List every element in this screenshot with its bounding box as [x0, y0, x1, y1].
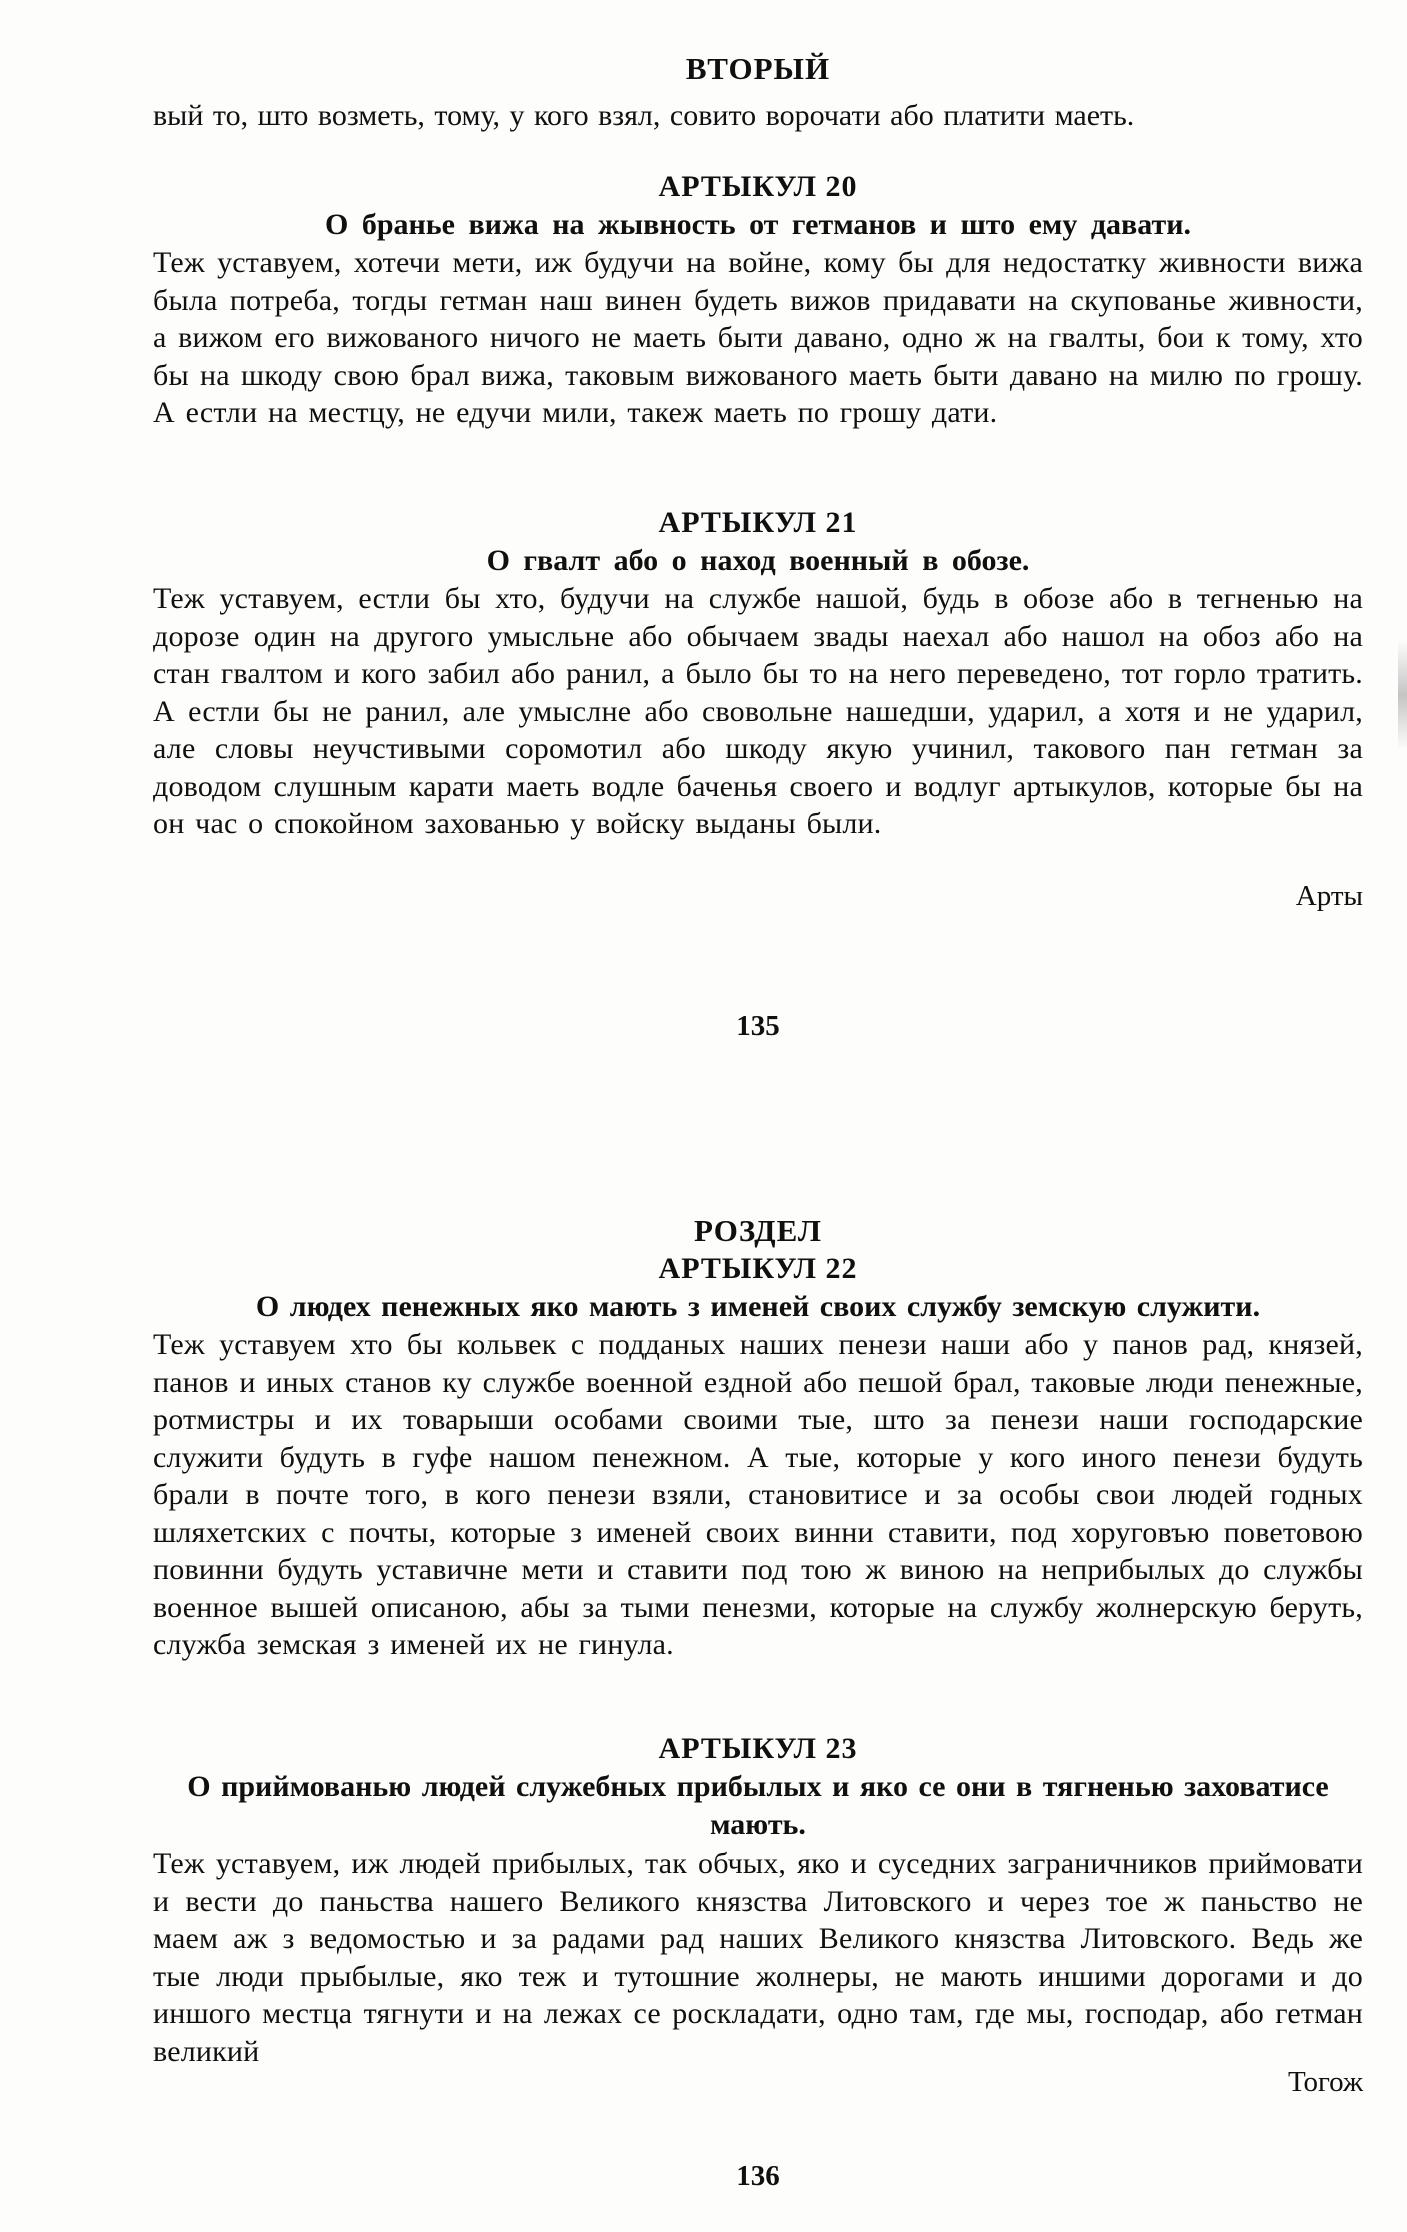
article-21-subtitle: О гвалт або о наход военный в обозе. [486, 544, 1030, 577]
catchword-page-135: Арты [1295, 880, 1363, 912]
article-21-body: Теж уставуем, естли бы хто, будучи на службе нашой, будь в обозе або в тегненью на дорозе один на другого умысльне або обычаем звады наехал або нашол на обоз або на стан гвалтом и кого забил або ранил, а было бы то на него переведено, тот горло тратить. А естли бы не ранил, але умыслне або свовольне нашедши, ударил, а хотя и не ударил, але словы неучстивыми соромотил або шкоду якую учинил, такового пан гетман за доводом слушным карати маеть водле баченья своего и водлуг артыкулов, которые бы на он час о спокойном захованью у войску выданы были. [153, 582, 1363, 840]
page-number-136: 136 [736, 2160, 780, 2192]
article-23-body: Теж уставуем, иж людей прибылых, так обчых, яко и суседних заграничников приймовати и вести до паньства нашего Великого князства Литовского и через тое ж паньство не маем аж з ведомостью и за радами рад наших Великого князства Литовского. Ведь же тые люди прыбылые, яко теж и тутошние жолнеры, не мають иншими дорогами и до иншого местца тягнути и на лежах се роскладати, одно там, где мы, господар, або гетман великий [153, 1847, 1363, 2068]
scan-edge-artifact [1398, 640, 1407, 750]
article-21-heading: АРТЫКУЛ 21 [658, 506, 858, 539]
continuation-line: вый то, што возметь, тому, у кого взял, совито ворочати або платити маеть. [153, 99, 1135, 132]
article-23-heading: АРТЫКУЛ 23 [658, 1732, 858, 1765]
article-22-subtitle: О людех пенежных яко мають з именей своих службу земскую служити. [255, 1290, 1261, 1323]
page-number-135: 135 [736, 1010, 780, 1042]
section-header: РОЗДЕЛ [693, 1213, 823, 1248]
article-20-body: Теж уставуем, хотечи мети, иж будучи на войне, кому бы для недостатку живности вижа была потреба, тогды гетман наш винен будеть вижов придавати на скупованье живности, а вижом его вижованого ничого не маеть быти давано, одно ж на гвалты, бои к тому, хто бы на шкоду свою брал вижа, таковым вижованого маеть быти давано на милю по грошу. А естли на местцу, не едучи мили, такеж маеть по грошу дати. [153, 246, 1363, 429]
catchword-page-136: Тогож [1287, 2066, 1363, 2098]
article-20-heading: АРТЫКУЛ 20 [658, 170, 858, 203]
running-header: ВТОРЫЙ [685, 51, 831, 86]
article-23-subtitle: О приймованью людей служебных прибылых и яко се они в тягненью заховатисе мають. [187, 1770, 1329, 1841]
article-20-subtitle: О бранье вижа на жывность от гетманов и што ему давати. [324, 208, 1191, 241]
article-22-body: Теж уставуем хто бы кольвек с подданых наших пенези наши або у панов рад, князей, панов и иных станов ку службе военной ездной або пешой брал, таковые люди пенежные, ротмистры и их товарыши особами своими тые, што за пенези наши господарские служити будуть в гуфе нашом пенежном. А тые, которые у кого иного пенези будуть брали в почте того, в кого пенези взяли, становитисе и за особы свои людей годных шляхетских с почты, которые з именей своих винни ставити, под хоруговъю поветовою повинни будуть уставичне мети и ставити под тою ж виною на неприбылых до службы военное вышей описаною, абы за тыми пенезми, которые на службу жолнерскую беруть, служба земская з именей их не гинула. [153, 1328, 1363, 1661]
article-22-heading: АРТЫКУЛ 22 [658, 1252, 858, 1285]
